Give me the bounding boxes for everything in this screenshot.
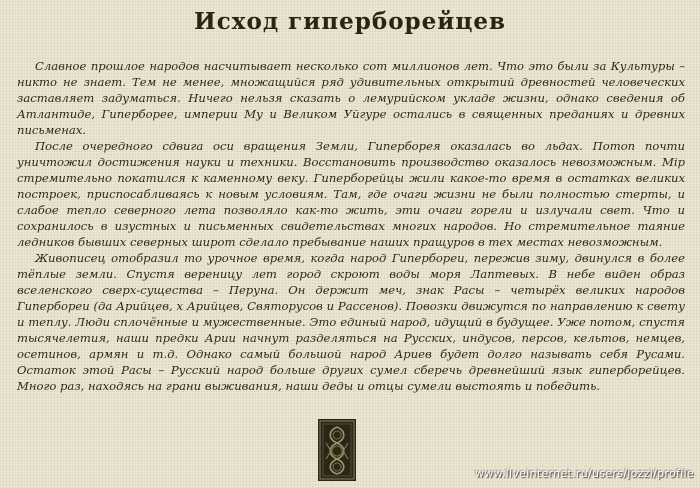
article-body: [17, 58, 685, 394]
celtic-knot-emblem-icon: [318, 419, 356, 481]
watermark-url: www.liveinternet.ru/users/jozzi/profile: [474, 467, 694, 480]
paragraph-1: Славное прошлое народов насчитывает несколько сот миллионов лет. Что это были за Культуры – никто не знает. Тем не менее, множащийся ряд удивительных открытий древностей человеческих заставляет задуматься. Ничего нельзя сказать о лемурийском укладе жизни, однако сведения об Атлантиде, Гиперборее, империи Му и Великом Уйгуре остались в священных преданиях и древних письменах.: [17, 59, 685, 137]
paragraph-3: Живописец отобразил то урочное время, когда народ Гипербореи, пережив зиму, двинулся в более тёплые земли. Спустя вереницу лет город скроют воды моря Лаптевых. В небе виден образ вселенского сверх-существа – Перуна. Он держит меч, знак Расы – четырёх великих народов Гипербореи (да Арийцев, х Арийцев, Святорусов и Рассенов). Повозки движутся по направлению к свету и теплу. Люди сплочённые и мужественные. Это единый народ, идущий в будущее. Уже потом, спустя тысячелетия, наши предки Арии начнут разделяться на Русских, индусов, персов, кельтов, немцев, осетинов, армян и т.д. Однако самый большой народ Ариев будет долго называть себя Русами. Остаток этой Расы – Русский народ больше других сумел сберечь древнейший язык гиперборейцев. Много раз, находясь на грани выживания, наши деды и отцы сумели выстоять и победить.: [17, 251, 685, 393]
paragraph-2: После очередного сдвига оси вращения Земли, Гиперборея оказалась во льдах. Потоп почти уничтожил достижения науки и техники. Восстановить производство оказалось невозможным. Мір стремительно покатился к каменному веку. Гиперборейцы жили какое-то время в остатках великих построек, приспосабливаясь к новым условиям. Там, где очаги жизни не были полностью стерты, и слабое тепло северного лета позволяло как-то жить, эти очаги горели и излучали свет. Что и сохранилось в изустных и письменных свидетельствах многих народов. Но стремительное таяние ледников бывших северных широт сделало пребывание наших пращуров в тех местах невозможным.: [17, 139, 685, 249]
page-title: Исход гиперборейцев: [194, 8, 506, 35]
